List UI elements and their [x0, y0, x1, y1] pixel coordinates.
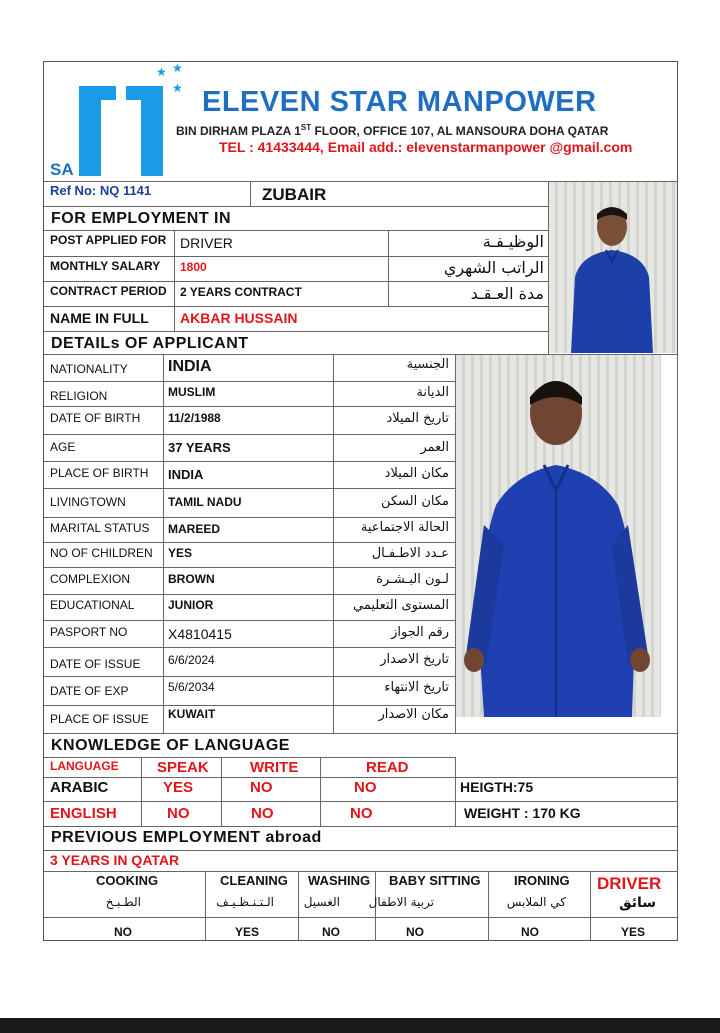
language-col-header: SPEAK: [157, 759, 209, 776]
name-label: NAME IN FULL: [50, 310, 149, 326]
previous-years: 3 YEARS IN QATAR: [50, 852, 180, 868]
applicant-photo-large: [456, 355, 661, 717]
applicant-photo-small: [549, 182, 677, 353]
star-icon: ★: [156, 65, 167, 79]
name-value: AKBAR HUSSAIN: [180, 310, 298, 326]
language-col-header: LANGUAGE: [50, 759, 119, 773]
salary-value: 1800: [180, 260, 207, 274]
bottom-bar: [0, 1018, 720, 1033]
height-value: HEIGTH:75: [460, 779, 534, 795]
previous-heading: PREVIOUS EMPLOYMENT abroad: [51, 829, 322, 846]
language-col-header: READ: [366, 759, 409, 776]
logo-sa-text: SA: [50, 160, 74, 179]
language-heading: KNOWLEDGE OF LANGUAGE: [51, 737, 290, 754]
company-address: BIN DIRHAM PLAZA 1ST FLOOR, OFFICE 107, AL MANSOURA DOHA QATAR: [176, 123, 609, 138]
ref-number: Ref No: NQ 1141: [50, 183, 152, 198]
post-applied-value: DRIVER: [180, 235, 233, 251]
language-col-header: WRITE: [250, 759, 299, 776]
star-icon: ★: [172, 81, 183, 95]
company-name: ELEVEN STAR MANPOWER: [202, 86, 597, 118]
weight-value: WEIGHT : 170 KG: [464, 805, 581, 821]
employment-heading: FOR EMPLOYMENT IN: [51, 210, 232, 227]
company-contact: TEL : 41433444, Email add.: elevenstarmanpower @gmail.com: [219, 139, 633, 155]
top-bar: [0, 0, 720, 42]
details-heading: DETAILs OF APPLICANT: [51, 335, 249, 352]
agent-name: ZUBAIR: [262, 185, 327, 204]
contract-value: 2 YEARS CONTRACT: [180, 285, 302, 299]
star-icon: ★: [172, 61, 183, 75]
